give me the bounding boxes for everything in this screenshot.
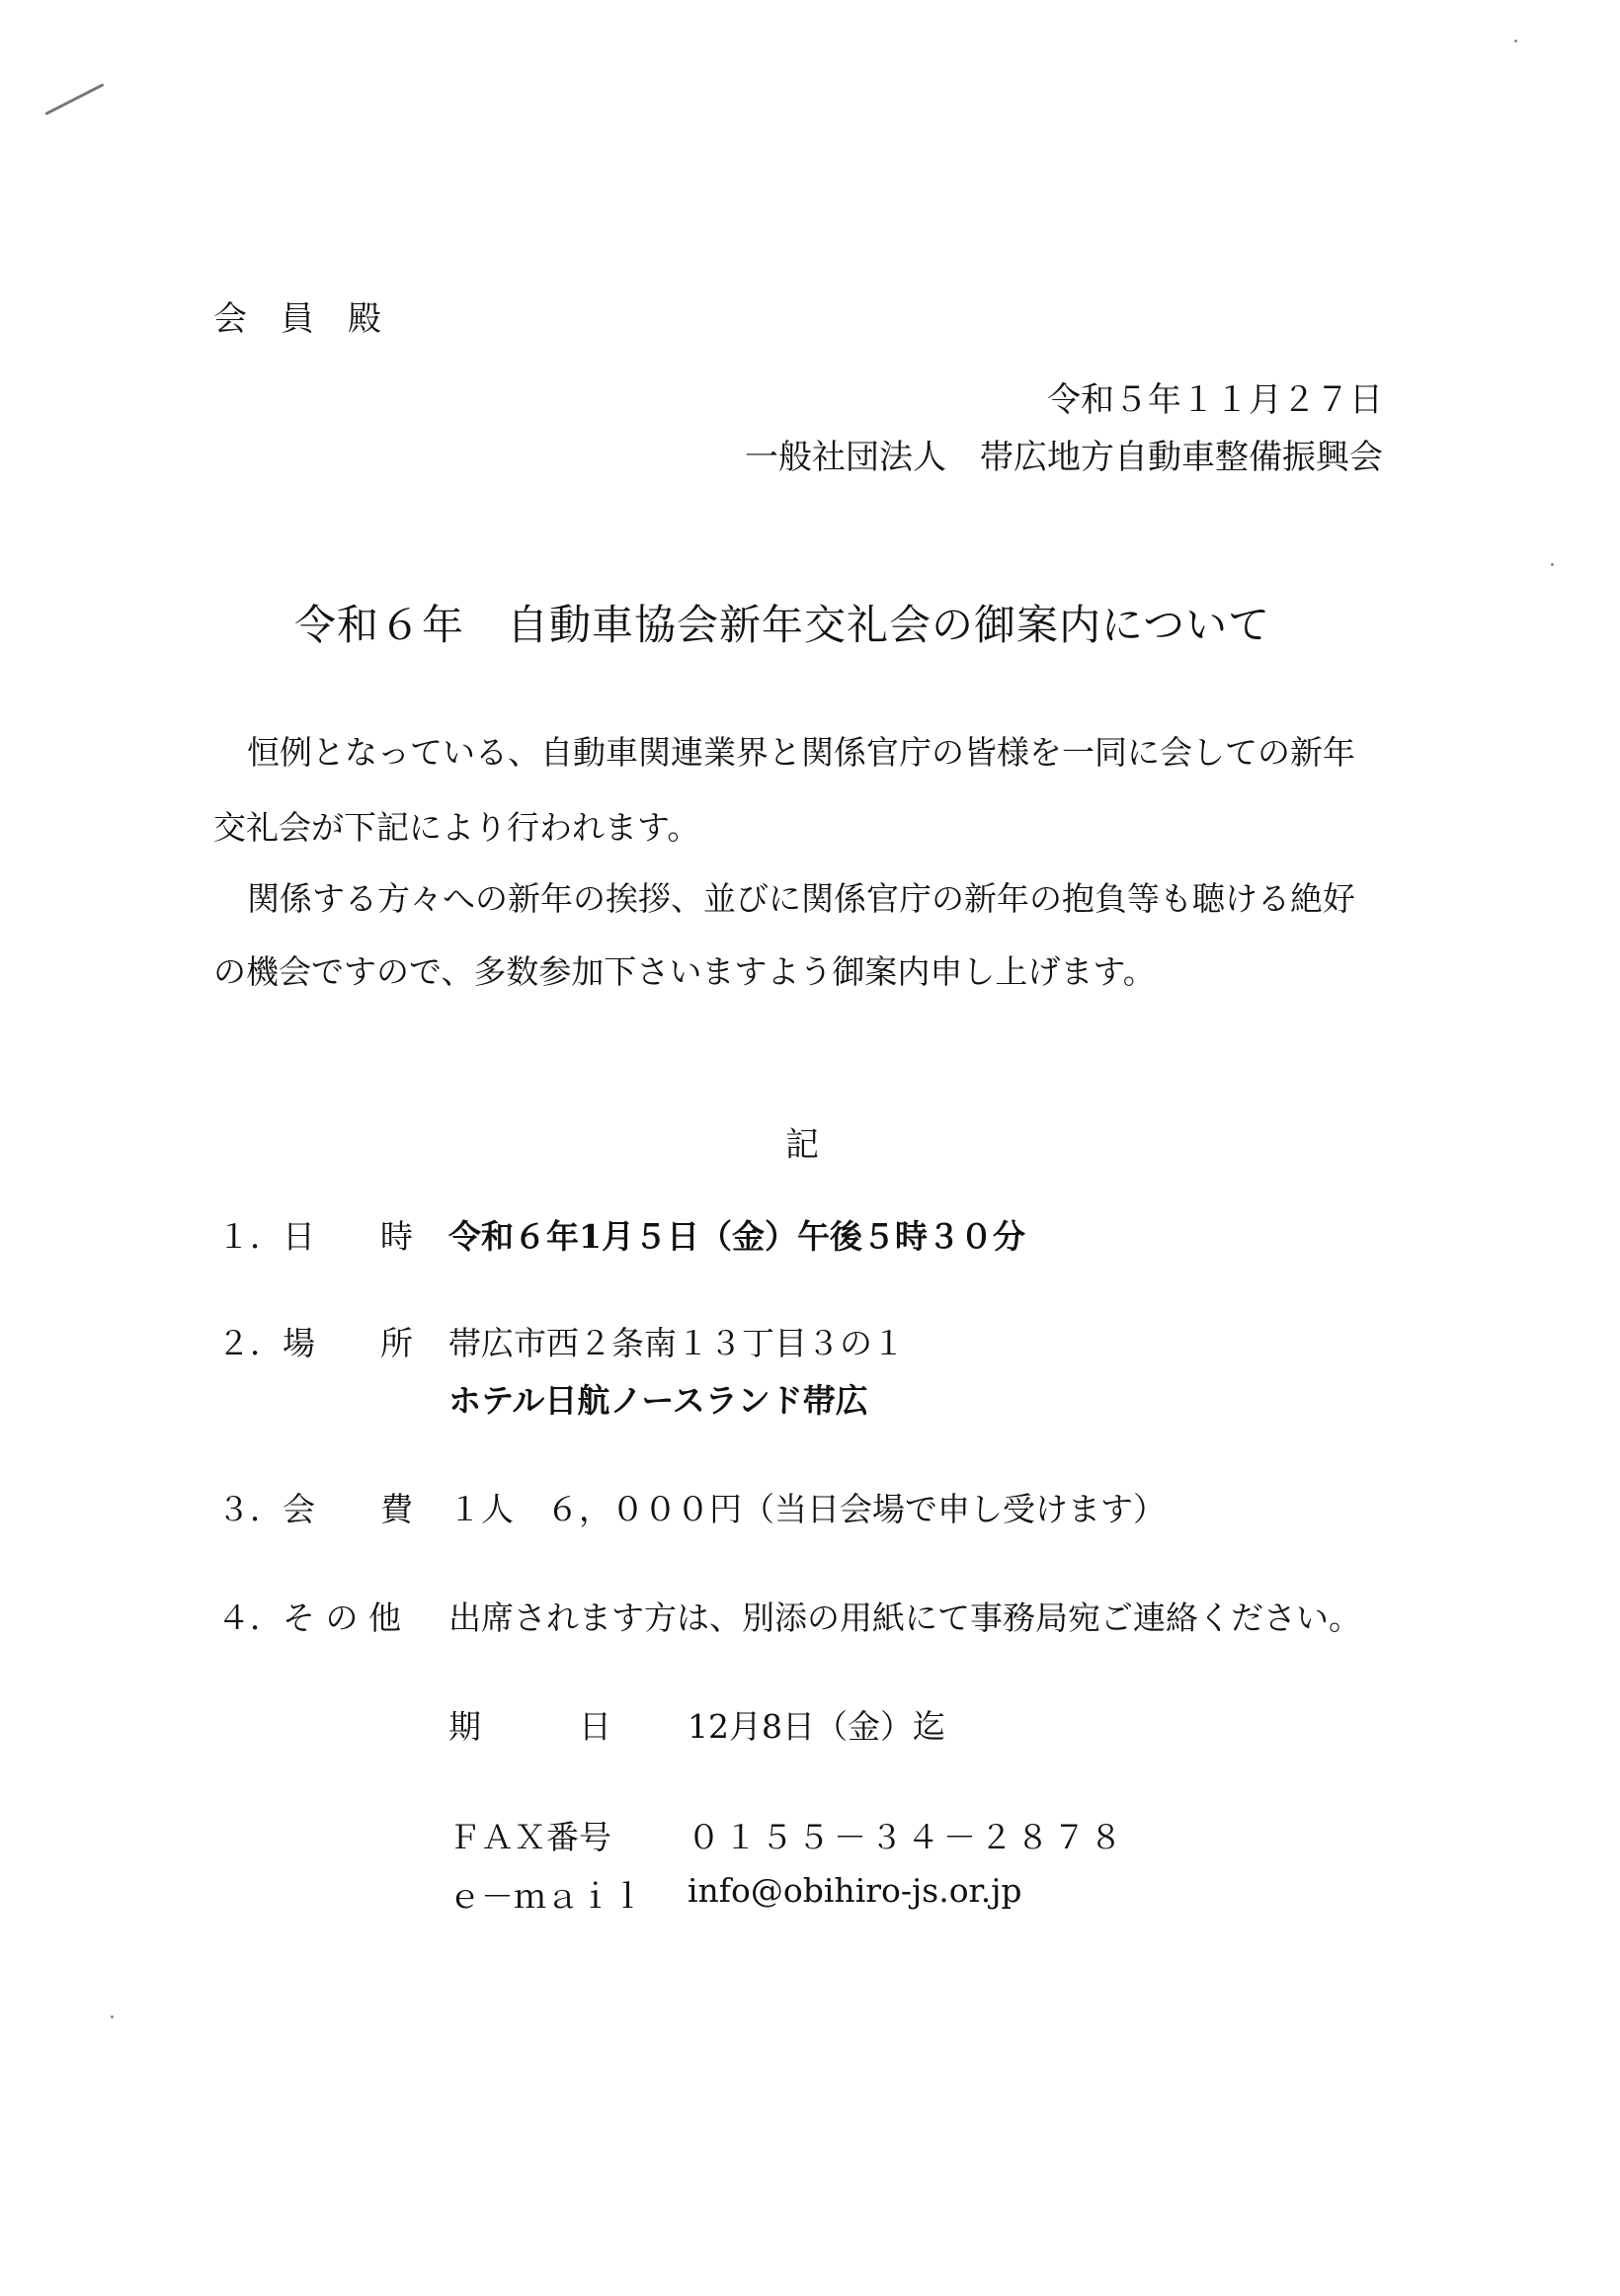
ki-heading: 記: [785, 1125, 819, 1165]
item-label-other: ４．そ の 他: [217, 1599, 401, 1637]
addressee: 会 員 殿: [213, 299, 381, 339]
item-label-datetime: １．日 時: [217, 1217, 413, 1256]
item-value-venue-hotel: ホテル日航ノースランド帯広: [448, 1381, 868, 1420]
fax-label: ＦＡＸ番号: [448, 1818, 611, 1856]
email-label: ｅ－ｍａｉｌ: [448, 1877, 644, 1916]
item-value-datetime: 令和６年1月５日（金）午後５時３０分: [448, 1217, 1025, 1256]
item-label-fee: ３．会 費: [217, 1490, 413, 1528]
fax-value: ０１５５－３４－２８７８: [688, 1818, 1126, 1856]
body-line-3: 関係する方々への新年の挨拶、並びに関係官庁の新年の抱負等も聴ける絶好: [247, 879, 1355, 918]
deadline-value: 12月8日（金）迄: [688, 1707, 945, 1746]
scan-dot: [1551, 563, 1554, 566]
body-line-4: の機会ですので、多数参加下さいますよう御案内申し上げます。: [213, 952, 1156, 991]
item-value-fee: １人 ６，０００円（当日会場で申し受けます）: [448, 1490, 1166, 1528]
item-label-venue: ２．場 所: [217, 1324, 413, 1362]
scan-dot: [1514, 40, 1517, 42]
document-date: 令和５年１１月２７日: [1047, 380, 1383, 420]
page-title: 令和６年 自動車協会新年交礼会の御案内について: [294, 601, 1271, 649]
sender-organization: 一般社団法人 帯広地方自動車整備振興会: [745, 438, 1383, 477]
body-line-2: 交礼会が下記により行われます。: [213, 808, 700, 847]
item-value-other: 出席されます方は、別添の用紙にて事務局宛ご連絡ください。: [448, 1599, 1361, 1637]
email-value[interactable]: info@obihiro-js.or.jp: [688, 1871, 1022, 1910]
deadline-label: 期 日: [448, 1707, 611, 1746]
item-value-venue-address: 帯広市西２条南１３丁目３の１: [448, 1324, 905, 1362]
scan-dot: [111, 2015, 114, 2018]
body-line-1: 恒例となっている、自動車関連業界と関係官庁の皆様を一同に会しての新年: [247, 733, 1355, 772]
scan-mark: [44, 83, 104, 116]
